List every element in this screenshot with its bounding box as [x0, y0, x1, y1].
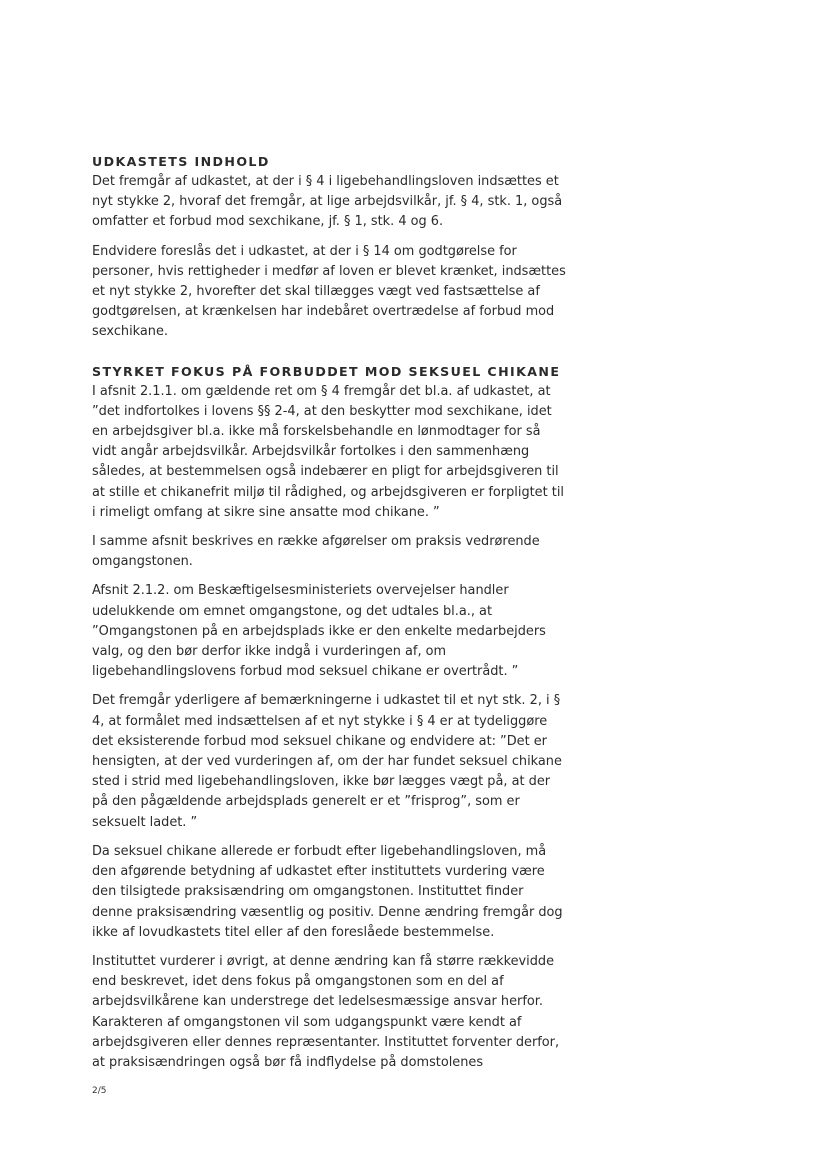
paragraph: Det fremgår yderligere af bemærkningerne i udkastet til et nyt stk. 2, i § 4, at formålet med indsættelsen af et nyt stykke i § 4 er at tydeliggøre det eksisterende forbud mod seksuel chikane og endvidere at: ”Det er hensigten, at der ved vurderingen af, om der har fundet seksuel chikane sted i strid med ligebehandlingsloven, ikke bør lægges vægt på, at der på den pågældende arbejdsplads generelt er et ”frisprog”, som er seksuelt ladet. ” — [92, 693, 562, 830]
paragraph: Afsnit 2.1.2. om Beskæftigelsesministeriets overvejelser handler udelukkende om emnet omgangstone, og det udtales bl.a., at ”Omgangstonen på en arbejdsplads ikke er den enkelte medarbejders valg, og den bør derfor ikke indgå i vurderingen af, om ligebehandlingslovens forbud mod seksuel chikane er overtrådt. ” — [92, 583, 546, 680]
section-styrket-fokus — [92, 362, 567, 1074]
page-number: 2/5 — [92, 1086, 107, 1096]
section-udkastets-indhold — [92, 152, 567, 343]
paragraph: Endvidere foreslås det i udkastet, at der i § 14 om godtgørelse for personer, hvis rettigheder i medfør af loven er blevet krænket, indsættes et nyt stykke 2, hvorefter det skal tillægges vægt ved fastsættelse af godtgørelsen, at krænkelsen har indebåret overtrædelse af forbud mod sexchikane. — [92, 243, 566, 340]
paragraph: I samme afsnit beskrives en række afgørelser om praksis vedrørende omgangstonen. — [92, 534, 540, 570]
paragraph: Da seksuel chikane allerede er forbudt efter ligebehandlingsloven, må den afgørende betydning af udkastet efter instituttets vurdering være den tilsigtede praksisændring om omgangstonen. Instituttet finder denne praksisændring væsentlig og positiv. Denne ændring fremgår dog ikke af lovudkastets titel eller af den foreslåede bestemmelse. — [92, 843, 563, 940]
paragraph: Det fremgår af udkastet, at der i § 4 i ligebehandlingsloven indsættes et nyt stykke 2, hvoraf det fremgår, at lige arbejdsvilkår, jf. § 4, stk. 1, også omfatter et forbud mod sexchikane, jf. § 1, stk. 4 og 6. — [92, 174, 563, 230]
paragraph: I afsnit 2.1.1. om gældende ret om § 4 fremgår det bl.a. af udkastet, at ”det indfortolkes i lovens §§ 2-4, at den beskytter mod sexchikane, idet en arbejdsgiver bl.a. ikke må forskelsbehandle en lønmodtager for så vidt angår arbejdsvilkår. Arbejdsvilkår fortolkes i den sammenhæng således, at bestemmelsen også indebærer en pligt for arbejdsgiveren til at stille et chikanefrit miljø til rådighed, og arbejdsgiveren er forpligtet til i rimeligt omfang at sikre sine ansatte mod chikane. ” — [92, 383, 564, 520]
document-body — [92, 152, 567, 1082]
paragraph: Instituttet vurderer i øvrigt, at denne ændring kan få større rækkevidde end beskrevet, idet dens fokus på omgangstonen som en del af arbejdsvilkårene kan understrege det ledelsesmæssige ansvar herfor. Karakteren af omgangstonen vil som udgangspunkt være kendt af arbejdsgiveren eller dennes repræsentanter. Instituttet forventer derfor, at praksisændringen også bør få indflydelse på domstolenes — [92, 953, 560, 1070]
section-heading: STYRKET FOKUS PÅ FORBUDDET MOD SEKSUEL CHIKANE — [92, 363, 561, 379]
section-heading: UDKASTETS INDHOLD — [92, 154, 270, 169]
